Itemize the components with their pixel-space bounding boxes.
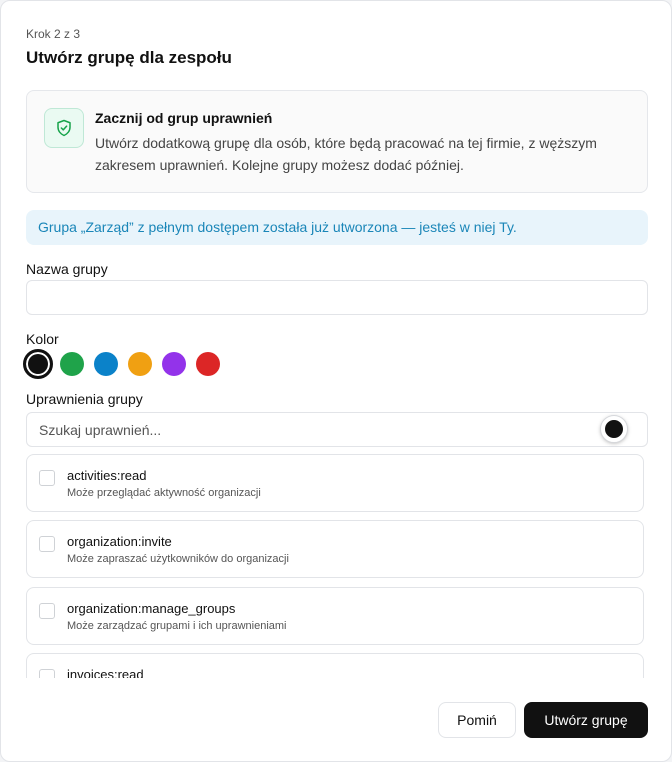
color-swatch-blue[interactable] — [94, 352, 118, 376]
permission-description: Może zarządzać grupami i ich uprawnieniami — [67, 620, 287, 632]
permission-checkbox[interactable] — [39, 536, 55, 552]
color-swatch-red[interactable] — [196, 352, 220, 376]
group-name-label: Nazwa grupy — [26, 261, 108, 277]
create-group-button[interactable]: Utwórz grupę — [524, 702, 648, 738]
permission-checkbox[interactable] — [39, 603, 55, 619]
permission-name: organization:manage_groups — [67, 601, 236, 616]
info-title: Zacznij od grup uprawnień — [95, 110, 273, 126]
color-swatch-purple[interactable] — [162, 352, 186, 376]
color-swatch-black[interactable] — [23, 349, 53, 379]
color-picker — [23, 348, 220, 380]
shield-check-icon — [44, 108, 84, 148]
permission-item[interactable] — [26, 587, 644, 645]
permission-checkbox[interactable] — [39, 470, 55, 486]
permission-item[interactable] — [26, 520, 644, 578]
info-card — [26, 90, 648, 193]
color-label: Kolor — [26, 331, 59, 347]
notice-banner: Grupa „Zarząd” z pełnym dostępem została już utworzona — jesteś w niej Ty. — [26, 210, 648, 245]
dialog-title: Utwórz grupę dla zespołu — [26, 48, 232, 67]
permission-item[interactable] — [26, 454, 644, 512]
group-name-input[interactable] — [26, 280, 648, 315]
permission-item[interactable] — [26, 653, 644, 678]
permission-name: invoices:read — [67, 667, 144, 678]
skip-button[interactable]: Pomiń — [438, 702, 516, 738]
permissions-list[interactable] — [26, 454, 645, 678]
color-swatch-orange[interactable] — [128, 352, 152, 376]
permission-name: organization:invite — [67, 534, 172, 549]
color-picker-handle[interactable] — [601, 416, 627, 442]
permission-checkbox[interactable] — [39, 669, 55, 678]
permission-name: activities:read — [67, 468, 147, 483]
step-indicator: Krok 2 z 3 — [26, 27, 81, 41]
permissions-search-input[interactable] — [26, 412, 648, 447]
info-text: Utwórz dodatkową grupę dla osób, które będą pracować na tej firmie, z węższym zakresem uprawnień. Kolejne grupy możesz dodać później. — [95, 135, 597, 173]
permissions-label: Uprawnienia grupy — [26, 391, 143, 407]
permission-description: Może zapraszać użytkowników do organizacji — [67, 553, 289, 565]
color-swatch-green[interactable] — [60, 352, 84, 376]
permission-description: Może przeglądać aktywność organizacji — [67, 487, 261, 499]
